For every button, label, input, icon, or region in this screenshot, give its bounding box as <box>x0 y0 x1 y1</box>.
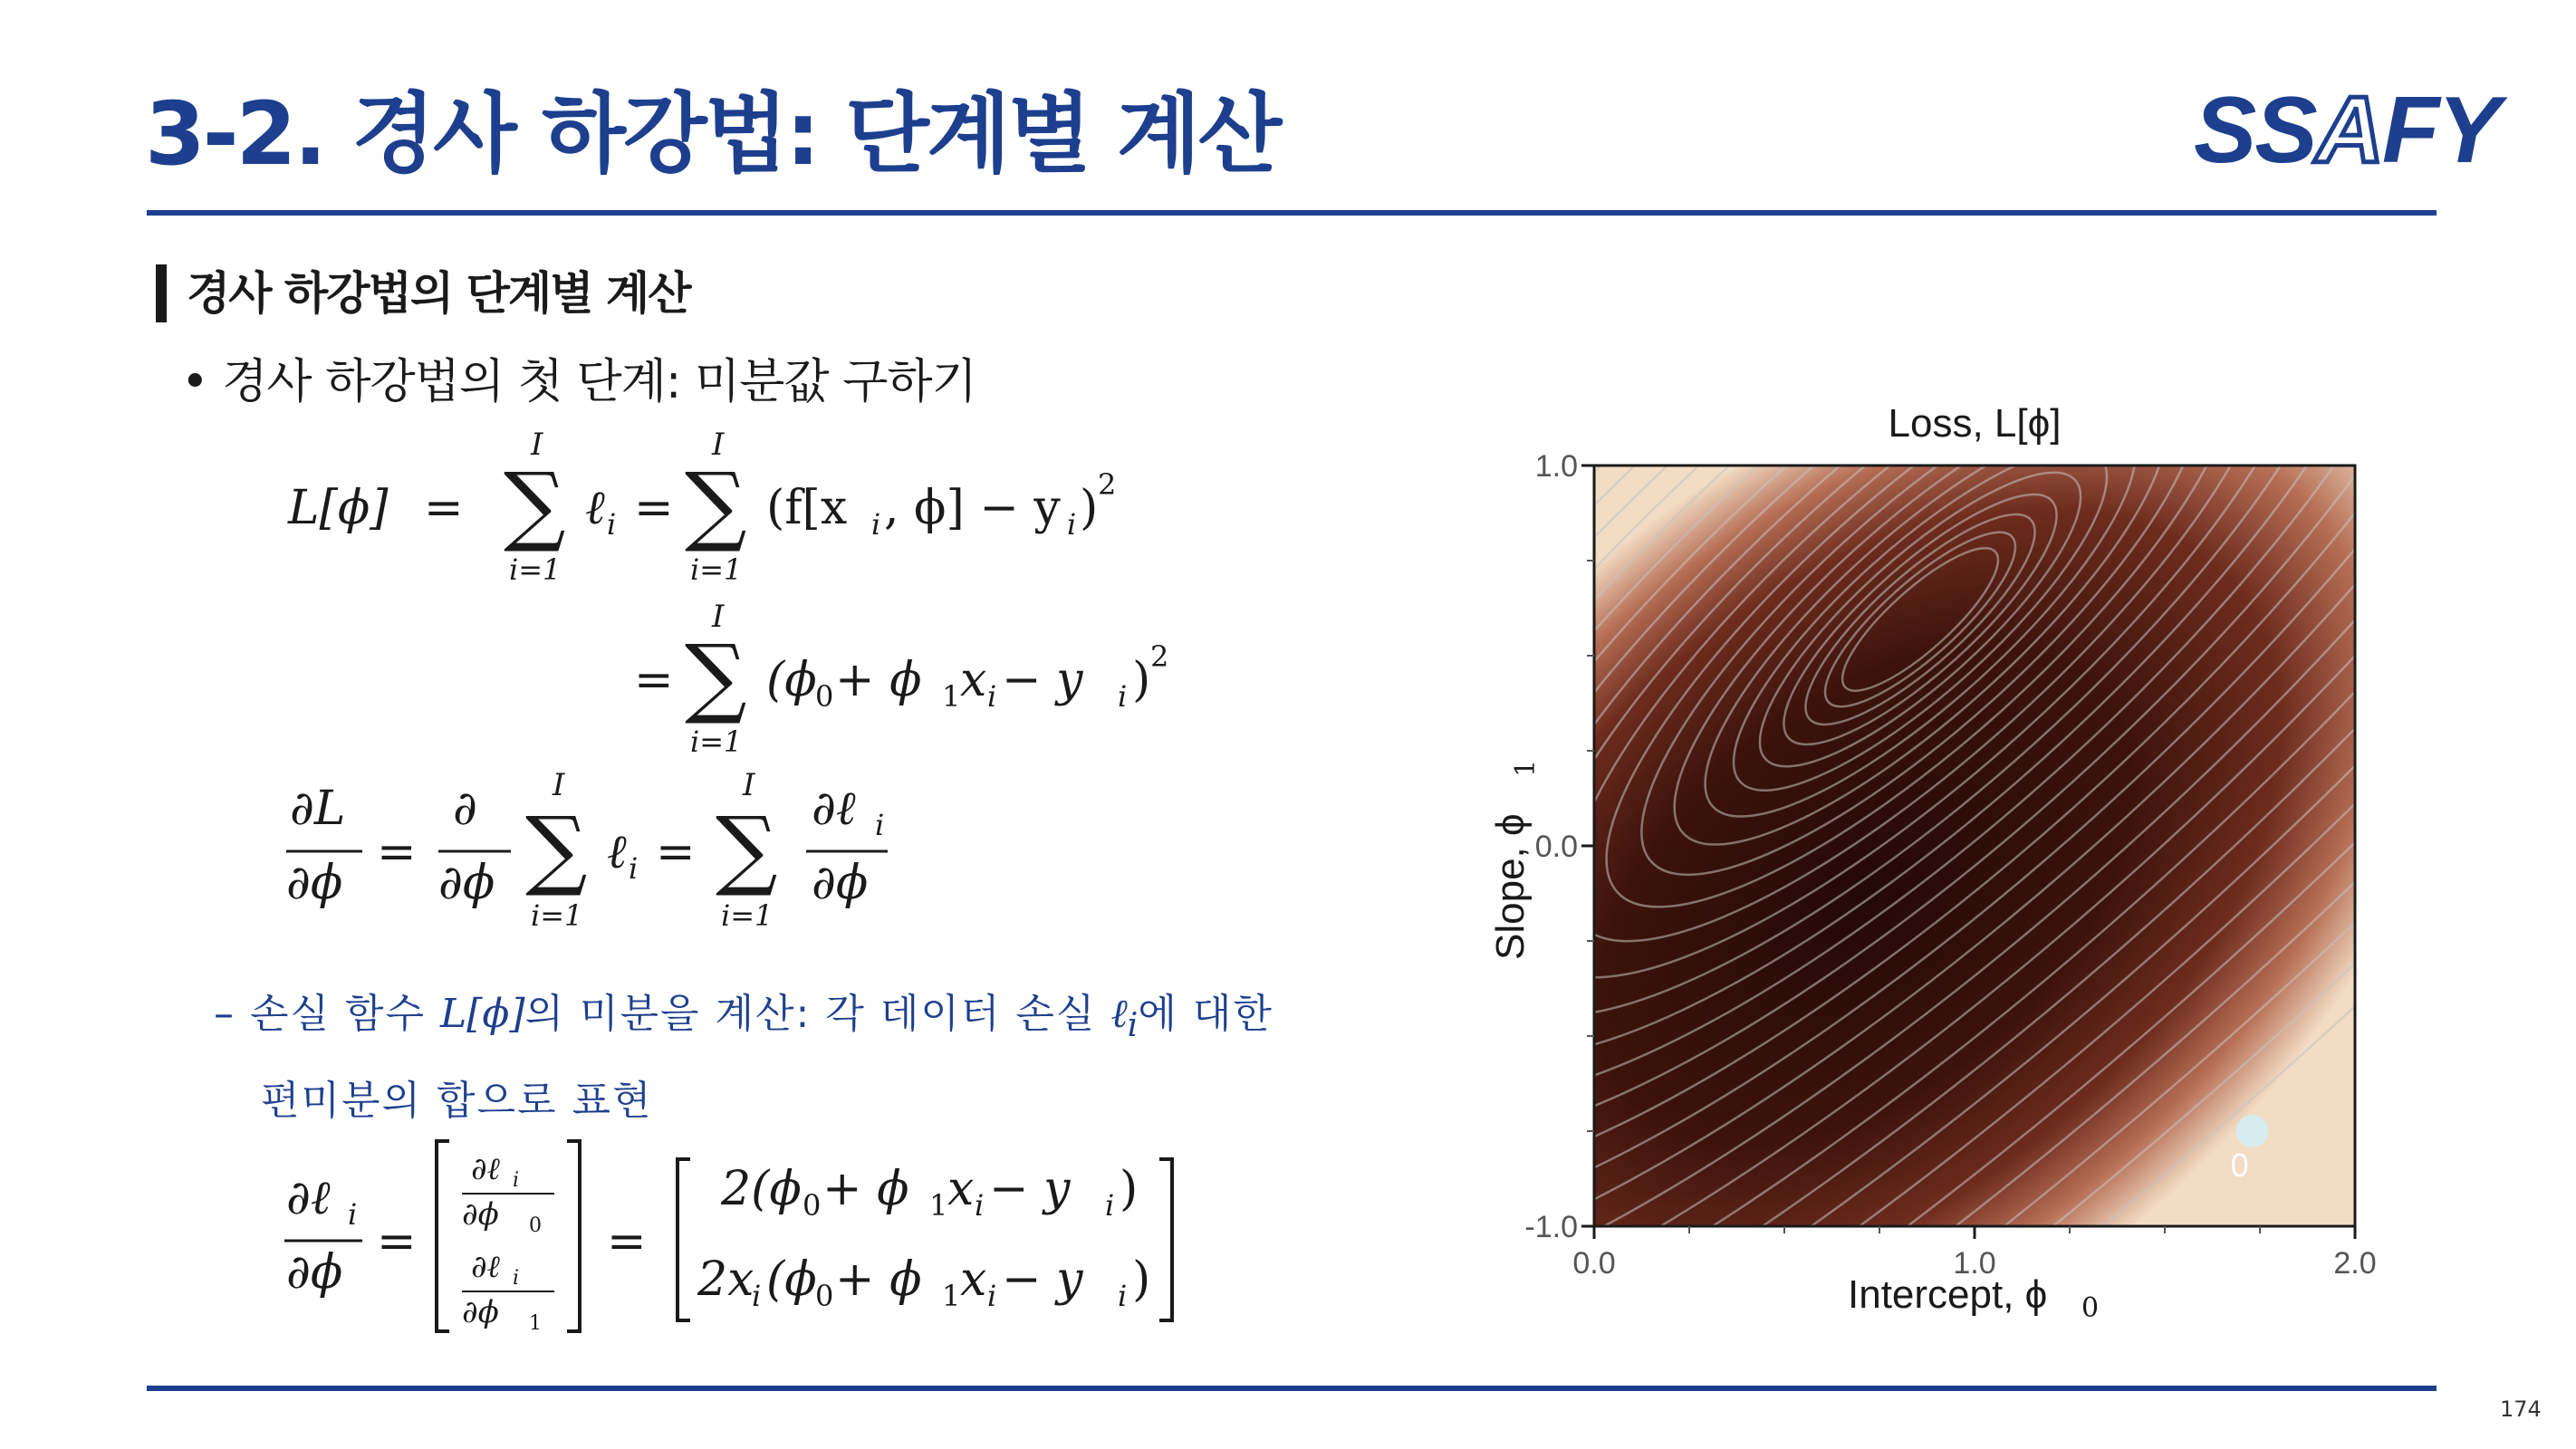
eq2-sum-upper: I <box>712 599 725 635</box>
eq4-v2: 2x <box>697 1252 755 1307</box>
equation-gradient-vector <box>284 1141 1172 1335</box>
note-li-symbol: ℓ <box>1110 991 1128 1037</box>
y-axis-label <box>1488 760 1542 960</box>
eq1-ell: ℓ <box>585 481 605 535</box>
logo-part-right: FY <box>2381 78 2499 183</box>
x-axis-title-sub: 0 <box>2081 1292 2100 1324</box>
note-suffix: 에 대한 <box>1138 991 1274 1037</box>
eq4-v2-xsub: i <box>752 1279 762 1313</box>
x-tick-label: 2.0 <box>2333 1246 2377 1281</box>
eq4-v1-plus: + ϕ <box>822 1162 909 1216</box>
note-line2: 편미분의 합으로 표현 <box>261 1077 653 1124</box>
eq4-v1-sub1: 1 <box>929 1188 948 1223</box>
loss-heatmap <box>1594 465 2355 1226</box>
page-number: 174 <box>2500 1396 2542 1422</box>
note-loss-symbol: L[ϕ] <box>439 991 525 1037</box>
eq4-v2-x: x <box>960 1252 987 1307</box>
eq1-sum2-upper: I <box>712 427 725 463</box>
y-tick-label: -1.0 <box>1524 1210 1578 1244</box>
eq4-equals-2: = <box>607 1214 647 1269</box>
eq4-v1-xsub: i <box>975 1188 985 1223</box>
eq4-v2-close: ) <box>1132 1252 1151 1307</box>
eq1-sum1-lower: i=1 <box>509 552 562 587</box>
eq2-term: (ϕ <box>766 653 817 707</box>
eq1-term-sub: i <box>871 507 881 542</box>
chart-title: Loss, L[ϕ] <box>1888 401 2062 446</box>
eq2-y-sub: i <box>1118 679 1128 714</box>
eq4-v1-x: x <box>947 1162 975 1216</box>
note-prefix: – 손실 함수 <box>214 991 440 1037</box>
eq4-v1-close: ) <box>1120 1162 1139 1216</box>
eq4-m2-den: ∂ϕ <box>462 1294 499 1330</box>
eq4-m2-num-sub: i <box>513 1267 520 1290</box>
eq1-ell-sub: i <box>607 507 617 542</box>
eq3-d: ∂ <box>453 782 477 836</box>
logo-part-hollow: A <box>2315 78 2382 183</box>
eq3-dli: ∂ℓ <box>812 782 856 836</box>
eq3-equals-2: = <box>656 825 696 879</box>
eq4-v1-minus: − y <box>989 1162 1071 1216</box>
eq2-plus: + ϕ <box>835 653 922 707</box>
eq1-term-sub2: i <box>1067 507 1077 542</box>
eq3-dphi-3: ∂ϕ <box>812 856 869 910</box>
eq2-sum-sigma: ∑ <box>685 626 747 727</box>
eq3-sum1-lower: i=1 <box>531 898 583 933</box>
eq4-v2-sub1: 1 <box>942 1279 961 1313</box>
equation-linear-model <box>634 599 1168 759</box>
eq4-m1-num: ∂ℓ <box>471 1151 500 1187</box>
section-heading: 경사 하강법의 단계별 계산 <box>156 264 690 322</box>
eq4-v1-sub0: 0 <box>803 1188 822 1223</box>
eq4-dli: ∂ℓ <box>286 1171 331 1225</box>
eq3-dphi-2: ∂ϕ <box>438 856 495 910</box>
x-tick-label: 0.0 <box>1572 1246 1616 1281</box>
eq2-sub0: 0 <box>815 679 834 714</box>
loss-surface-chart <box>1449 389 2409 1331</box>
eq2-equals: = <box>634 653 674 707</box>
eq1-close: ) <box>1080 481 1099 535</box>
eq3-sum1-upper: I <box>553 767 565 803</box>
eq3-sum2-upper: I <box>743 767 755 803</box>
note-li-sub: i <box>1127 1004 1139 1044</box>
note-derivative-explanation <box>214 976 1391 1139</box>
eq3-equals: = <box>377 825 417 879</box>
eq3-sum2-lower: i=1 <box>721 898 774 933</box>
eq1-sum1-upper: I <box>531 427 543 463</box>
eq1-equals: = <box>424 481 464 535</box>
eq1-sum2-sigma: ∑ <box>685 454 747 555</box>
eq3-sum1-sigma: ∑ <box>525 798 588 899</box>
eq4-v1-ysub: i <box>1105 1188 1115 1223</box>
eq4-v2-ysub: i <box>1118 1279 1128 1313</box>
eq4-m1-den: ∂ϕ <box>462 1196 499 1233</box>
eq4-v2-xsub2: i <box>987 1279 997 1313</box>
eq2-x: x <box>960 653 987 707</box>
eq4-m1-num-sub: i <box>513 1169 520 1192</box>
y-axis <box>1524 449 1594 1244</box>
slide-title: 3-2. 경사 하강법: 단계별 계산 <box>145 83 1280 185</box>
eq1-lhs: L[ϕ] <box>288 481 389 535</box>
eq4-m2-num: ∂ℓ <box>471 1249 500 1285</box>
eq3-sum2-sigma: ∑ <box>716 798 778 899</box>
x-tick-label: 1.0 <box>1953 1246 1996 1281</box>
eq4-dphi: ∂ϕ <box>286 1245 343 1300</box>
equations <box>272 417 1268 1340</box>
equation-derivative-sum <box>286 767 888 933</box>
title-divider <box>147 210 2437 216</box>
eq4-m2-den-sub: 1 <box>529 1312 542 1335</box>
note-middle: 의 미분을 계산: 각 데이터 손실 <box>524 991 1111 1037</box>
y-tick-label: 1.0 <box>1534 449 1578 484</box>
eq4-v2-sub0: 0 <box>815 1279 834 1313</box>
eq4-equals: = <box>377 1214 417 1269</box>
footer-divider <box>147 1386 2437 1391</box>
eq3-ell-sub: i <box>629 851 639 886</box>
eq1-term-b: , ϕ] − y <box>884 481 1061 535</box>
y-axis-title: Slope, ϕ <box>1488 813 1533 960</box>
ssafy-logo <box>2194 78 2499 183</box>
x-axis-title: Intercept, ϕ <box>1848 1272 2048 1317</box>
eq3-dL: ∂L <box>290 782 346 836</box>
x-axis-label <box>1848 1272 2099 1324</box>
y-tick-label: 0.0 <box>1534 830 1578 864</box>
eq1-equals-2: = <box>634 481 674 535</box>
eq3-dphi: ∂ϕ <box>286 856 343 910</box>
eq4-v2-term: (ϕ <box>766 1252 817 1307</box>
eq2-sum-lower: i=1 <box>690 724 743 759</box>
start-point-label: 0 <box>2230 1147 2249 1184</box>
eq2-close: ) <box>1132 653 1151 707</box>
eq1-term: (f[x <box>766 481 848 535</box>
eq1-sum2-lower: i=1 <box>690 552 743 587</box>
start-point-marker <box>2236 1115 2269 1147</box>
eq3-ell: ℓ <box>607 825 627 879</box>
eq4-v2-minus: − y <box>1002 1252 1083 1307</box>
eq2-minus: − y <box>1002 653 1083 707</box>
eq2-x-sub: i <box>987 679 997 714</box>
eq1-sum1-sigma: ∑ <box>504 454 566 555</box>
equation-loss-sum <box>287 427 1116 587</box>
logo-part-left: SS <box>2194 78 2316 183</box>
eq4-v2-plus: + ϕ <box>835 1252 922 1307</box>
bullet-first-step: • 경사 하강법의 첫 단계: 미분값 구하기 <box>181 355 976 409</box>
eq4-dli-sub: i <box>348 1197 358 1232</box>
eq4-v1: 2(ϕ <box>721 1162 802 1216</box>
eq3-dli-sub: i <box>875 808 885 842</box>
eq2-square: 2 <box>1150 639 1169 674</box>
eq1-square: 2 <box>1098 467 1117 502</box>
eq2-sub1: 1 <box>942 679 961 714</box>
y-axis-title-sub: 1 <box>1510 759 1542 777</box>
eq4-m1-den-sub: 0 <box>529 1214 542 1237</box>
